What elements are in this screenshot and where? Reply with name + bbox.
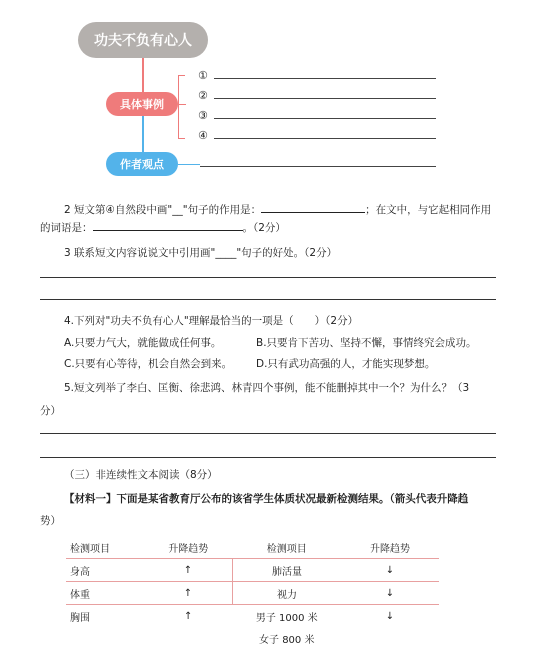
table-header-cell: 升降趋势 [341,536,439,559]
table-cell: 胸围 [70,612,90,624]
question-4: 4.下列对"功夫不负有心人"理解最恰当的一项是（ ）（2分） [64,315,359,327]
answer-line[interactable] [40,299,496,300]
trend-down-icon: ↓ [385,610,395,622]
mindmap-title: 功夫不负有心人 [78,22,208,58]
trend-up-icon: ↑ [184,610,193,622]
answer-line[interactable] [40,433,496,434]
table-header-row [66,536,439,559]
trend-down-icon: ↓ [341,559,439,582]
question-text: 。（2分） [242,222,286,234]
question-text: ；在文中，与它起相同作用 [365,204,492,216]
table-cell: 女子 800 米 [259,634,315,646]
table-header-cell: 检测项目 [66,536,144,559]
table-cell: 视力 [233,582,342,605]
table-row [66,627,439,649]
trend-up-icon: ↑ [144,582,233,605]
answer-line [214,78,436,79]
answer-blank[interactable] [261,201,365,213]
connector-line [142,116,144,152]
question-5-line-1: 5.短文列举了李白、匡衡、徐悲鸿、林青四个事例，能不能删掉其中一个？为什么？（3 [64,382,470,394]
answer-line [214,118,436,119]
option-c[interactable]: C.只要有心等待，机会自然会到来。 [64,358,233,370]
question-2-line-2 [40,219,286,235]
item-number: ② [198,89,208,102]
table-cell [341,627,439,649]
table-header-cell: 检测项目 [233,536,342,559]
trend-up-icon: ↑ [144,559,233,582]
answer-blank[interactable] [93,219,243,231]
section-heading: （三）非连续性文本阅读（8分） [64,469,218,481]
mindmap-view-label: 作者观点 [106,152,178,176]
bracket [178,75,185,139]
answer-line[interactable] [40,457,496,458]
question-2-line-1 [64,201,491,217]
question-5-line-2: 分） [40,405,61,417]
table-cell: 体重 [66,582,144,605]
question-3: 3 联系短文内容说说文中引用画"____"句子的好处。（2分） [64,247,338,259]
material-intro-line-1: 【材料一】下面是某省教育厅公布的该省学生体质状况最新检测结果。（箭头代表升降趋 [64,493,469,505]
table-row [66,559,439,582]
item-number: ① [198,69,208,82]
option-a[interactable]: A.只要力气大，就能做成任何事。 [64,337,222,349]
trend-down-icon: ↓ [341,582,439,605]
answer-line [214,138,436,139]
option-b[interactable]: B.只要肯下苦功、坚持不懈，事情终究会成功。 [256,337,477,349]
answer-line [214,98,436,99]
bracket-tick [178,104,186,105]
question-text: 的词语是： [40,222,93,234]
table-header-cell: 升降趋势 [144,536,233,559]
fitness-table [66,536,439,649]
item-number: ④ [198,129,208,142]
material-intro-line-2: 势） [40,515,61,527]
item-number: ③ [198,109,208,122]
answer-line [200,166,436,167]
table-row [66,582,439,605]
option-d[interactable]: D.只有武功高强的人，才能实现梦想。 [256,358,436,370]
answer-line[interactable] [40,277,496,278]
table-cell: 身高 [66,559,144,582]
table-cell: 男子 1000 米 [255,612,318,624]
table-cell [144,627,233,649]
view-connector [178,164,200,165]
mindmap-detail-label: 具体事例 [106,92,178,116]
table-row [66,605,439,628]
table-cell [66,627,144,649]
connector-line [142,58,144,92]
question-text: 2 短文第④自然段中画"__"句子的作用是： [64,204,262,216]
table-cell: 肺活量 [233,559,342,582]
